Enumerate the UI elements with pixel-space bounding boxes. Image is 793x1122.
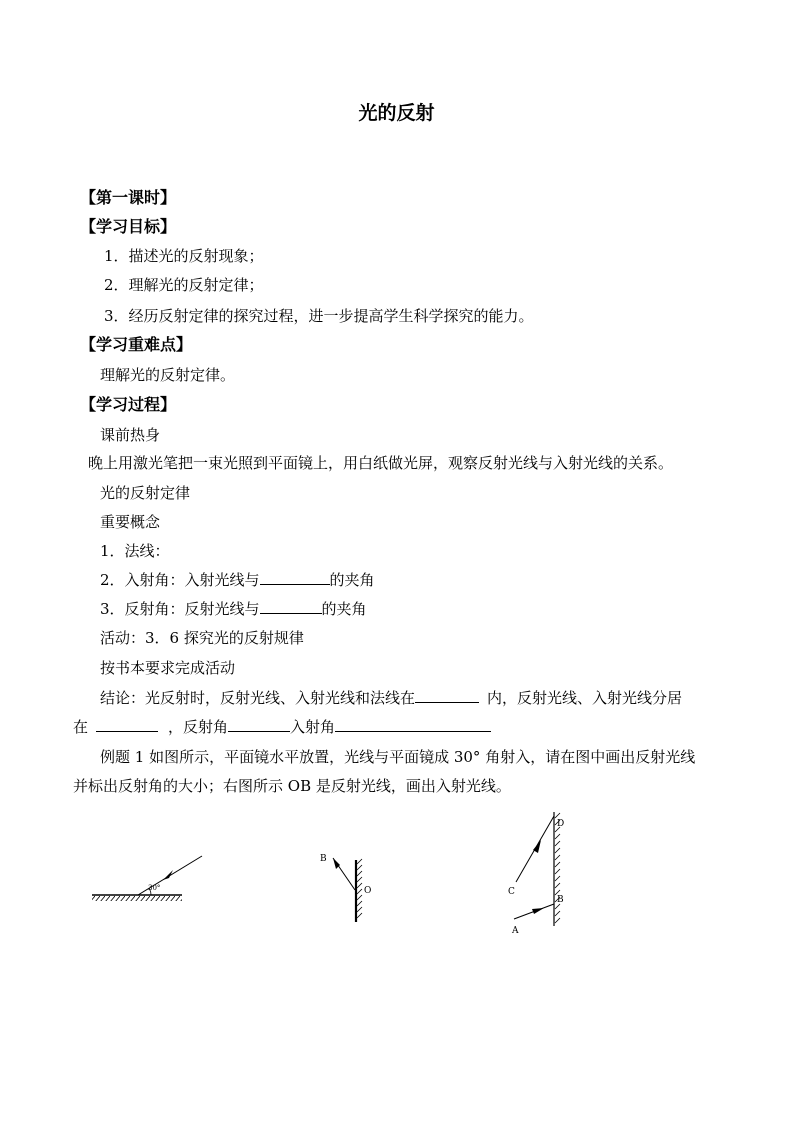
conclusion-line1: 结论：光反射时，反射光线、入射光线和法线在 内，反射光线、入射光线分居 [100,689,683,707]
concept-normal: 1．法线： [100,542,170,560]
activity-task: 按书本要求完成活动 [100,659,236,677]
point-d-label: D [557,819,565,829]
activity-title: 活动：3．6 探究光的反射规律 [100,629,304,647]
concept-incidence-angle: 2．入射角：入射光线与 的夹角 [100,571,375,589]
page-title: 光的反射 [358,102,435,124]
objective-item: 1．描述光的反射现象； [104,247,264,265]
figure-horizontal-mirror [92,856,202,901]
example-line2: 并标出反射角的大小；右图所示 OB 是反射光线，画出入射光线。 [73,777,511,795]
point-a-label: A [512,926,519,936]
section-lesson: 【第一课时】 [80,188,177,207]
point-b-label: B [320,854,327,864]
mirror-hatch [92,896,182,901]
point-c-label: C [508,887,515,897]
example-line1: 例题 1 如图所示，平面镜水平放置，光线与平面镜成 30° 角射入，请在图中画出反射光线 [100,748,696,766]
warmup-title: 课前热身 [100,426,161,444]
concept-reflection-angle: 3．反射角：反射光线与 的夹角 [100,600,367,618]
fill-blank[interactable] [260,598,322,614]
warmup-text: 晚上用激光笔把一束光照到平面镜上，用白纸做光屏，观察反射光线与入射光线的关系。 [88,454,674,472]
conclusion-line2: 在 ，反射角 入射角 [73,716,491,738]
mirror-hatch [555,813,560,923]
fill-blank[interactable] [96,716,158,732]
objective-item: 3．经历反射定律的探究过程，进一步提高学生科学探究的能力。 [104,307,534,325]
point-b-label: B [557,895,564,905]
figures [0,800,793,1000]
objective-item: 2．理解光的反射定律； [104,276,264,294]
fill-blank[interactable] [228,716,290,732]
figure-two-rays [508,812,564,936]
figure-vertical-mirror [320,854,371,922]
concepts-title: 重要概念 [100,513,161,531]
section-keypoints: 【学习重难点】 [80,335,193,354]
law-title: 光的反射定律 [100,484,191,502]
section-process: 【学习过程】 [80,395,177,414]
angle-label: 30° [148,884,161,892]
section-objectives: 【学习目标】 [80,217,177,236]
fill-blank[interactable] [335,716,491,732]
fill-blank[interactable] [260,569,330,585]
point-o-label: O [364,886,372,896]
fill-blank[interactable] [415,687,479,703]
keypoint-text: 理解光的反射定律。 [100,366,236,384]
ray-arrow [532,908,544,914]
mirror-hatch [357,859,362,918]
